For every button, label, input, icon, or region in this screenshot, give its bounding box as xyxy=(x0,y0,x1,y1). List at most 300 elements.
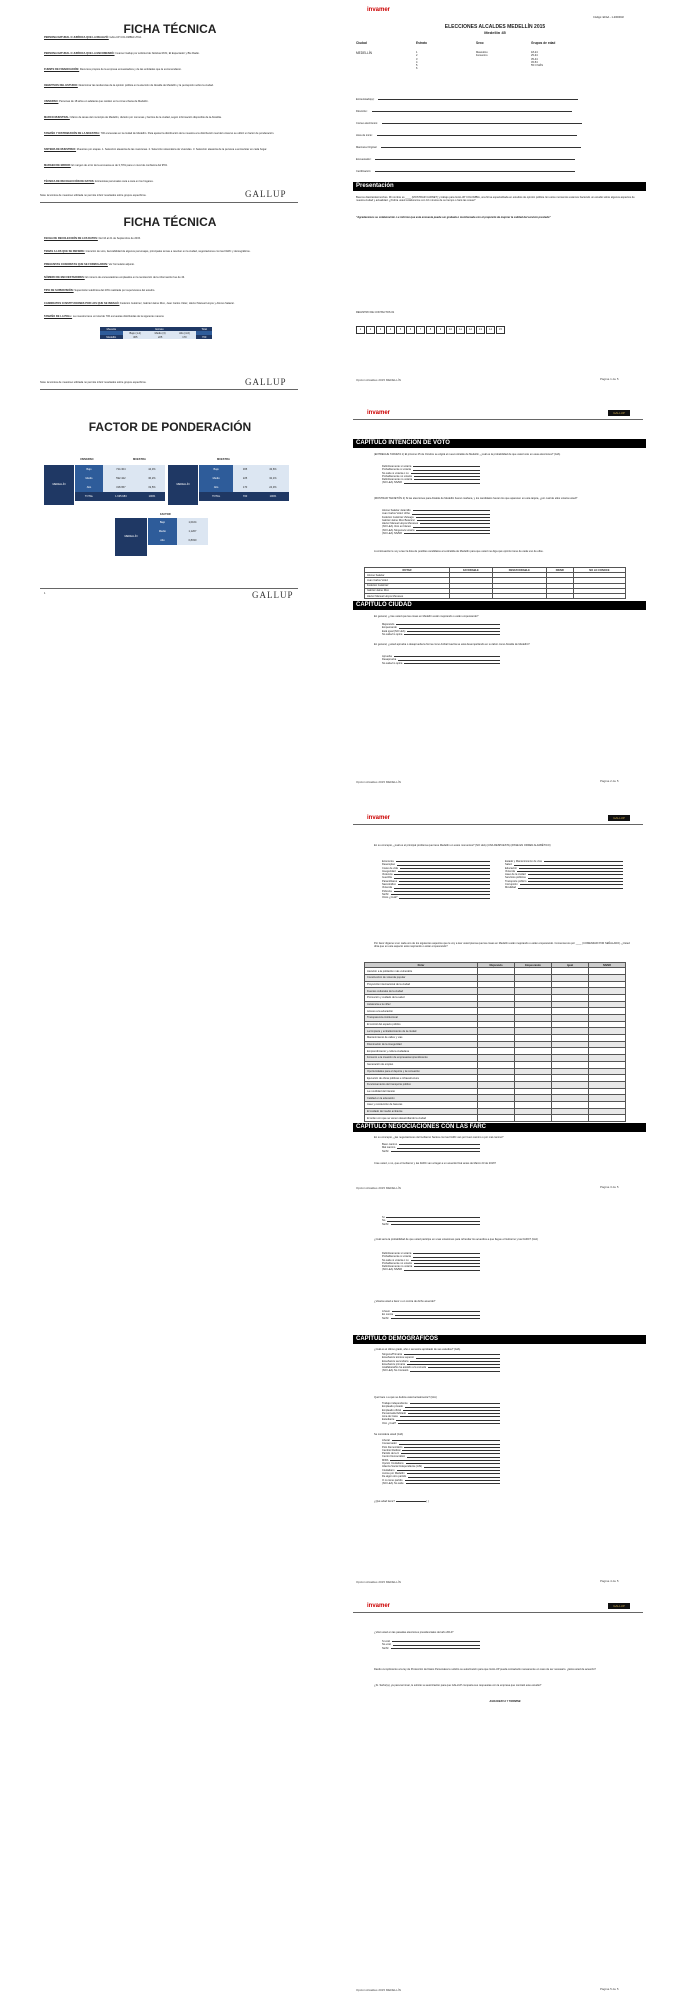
ficha-item-text: Determinar las tendencias de la opinión pública en la elección de Alcalde de Medellín y la percepción sobre la ciudad. xyxy=(78,84,214,87)
option-row xyxy=(382,1422,502,1425)
page-num: Página 4 de 5 xyxy=(600,1579,619,1583)
option-label: (NO LEA) No sabe xyxy=(382,1481,404,1485)
contacto-box: 8 xyxy=(426,326,435,334)
footer-left: Opción Alcaldes 2015 MEDELLÍN xyxy=(356,378,401,382)
option-label: Empleado oficial xyxy=(382,1408,402,1412)
q7-cell xyxy=(589,1068,626,1075)
option-label: Sí votó xyxy=(382,1640,391,1643)
q7-cell xyxy=(552,1015,589,1022)
option-label: Enseñanza primaria xyxy=(382,1362,406,1366)
q3-row-label: Federico Gutiérrez xyxy=(365,583,450,588)
data-line-label: Encuestador: xyxy=(356,158,372,161)
q13-options xyxy=(382,1402,502,1425)
option-label: Probablemente no votaría xyxy=(382,1261,412,1265)
gallup-logo-1: GALLUP xyxy=(245,189,287,199)
option-label: Ninguno/Primaria xyxy=(382,1353,403,1356)
data-line-label: Entrevistado(a): xyxy=(356,98,375,101)
contacto-box: 6 xyxy=(406,326,415,334)
option-label: Otros ¿Cuál? xyxy=(382,896,398,900)
q15-label: ¿Qué edad tiene? xyxy=(374,1500,395,1503)
q7-cell xyxy=(552,981,589,988)
q7-row-label: Fuentes culturales de la ciudad xyxy=(365,988,478,995)
option-label: Ns/Nr xyxy=(382,892,389,896)
ficha-item-label: TIPO DE SUPERVISIÓN: xyxy=(44,289,74,292)
option-label: Definitivamente sí votaría xyxy=(382,1252,412,1255)
q11-options xyxy=(382,1310,482,1320)
q7-cell xyxy=(478,1068,515,1075)
option-label: Vivienda xyxy=(505,869,515,873)
contacto-box: 14 xyxy=(486,326,495,334)
q7-cell xyxy=(552,1101,589,1108)
option-blank xyxy=(406,1482,500,1484)
pond-cell: 1,1267 xyxy=(177,527,208,536)
footer-left: Opción Alcaldes 2015 MEDELLÍN xyxy=(356,780,401,784)
option-label: Empeorando xyxy=(382,626,397,630)
option-label: No sabe/no opina xyxy=(382,632,403,636)
option-blank xyxy=(528,880,623,882)
q7-cell xyxy=(552,1035,589,1042)
option-label: Alianza Social Independiente (ASI) xyxy=(382,1465,423,1469)
option-row xyxy=(382,662,502,665)
pond-cell: TOTAL xyxy=(75,492,103,501)
ficha-item-text: Intención de voto, favorabilidad de algunos personajes, principales temas a resolver en la ciudad, negociaciones con las FARC y demográficos. xyxy=(85,250,251,253)
option-blank xyxy=(410,1369,500,1371)
data-line-blank xyxy=(375,159,575,160)
option-label: De algún otro partido xyxy=(382,1475,407,1479)
option-item: 2 xyxy=(416,54,418,58)
presentacion-bar: Presentación xyxy=(353,182,646,191)
ponderacion-page xyxy=(0,410,340,600)
option-blank xyxy=(401,1452,500,1454)
q7-cell xyxy=(589,1061,626,1068)
option-label: No sabe/no opina xyxy=(382,661,403,665)
q7-cell xyxy=(478,1075,515,1082)
option-label: Paramilitares xyxy=(382,879,398,883)
ficha-item xyxy=(44,84,294,87)
option-blank xyxy=(391,1150,480,1152)
ciudad-value: MEDELLÍN xyxy=(356,51,372,55)
ficha-item xyxy=(44,302,294,305)
option-item: Masculino xyxy=(476,51,488,54)
option-label: Mejorando xyxy=(382,623,395,626)
q3-row-label: Gabriel Jaime Rico xyxy=(365,588,450,593)
pond-cell: 318.957 xyxy=(103,483,139,492)
q8-options xyxy=(382,1143,482,1153)
option-blank xyxy=(404,633,500,635)
option-label: MIRA xyxy=(382,1458,389,1462)
q7-cell xyxy=(589,1115,626,1122)
option-blank xyxy=(544,860,623,862)
option-label: Federico Gutiérrez Zuluaga xyxy=(382,515,414,519)
option-blank xyxy=(407,1363,500,1365)
q3-header: NS/NR xyxy=(546,568,573,573)
q7-cell xyxy=(589,1041,626,1048)
option-blank xyxy=(403,1409,500,1411)
q4-options xyxy=(382,623,502,636)
ficha-item xyxy=(44,36,294,39)
pond-cell: Medio xyxy=(75,474,103,483)
data-line-label: Hora de inicio: xyxy=(356,134,373,137)
factor-city: MEDELLÍN xyxy=(115,518,147,556)
option-label: Ns/Nr xyxy=(382,1149,389,1153)
data-line xyxy=(356,158,636,161)
option-label: Juan Carlos Vélez Uribe xyxy=(382,512,410,516)
option-blank xyxy=(399,880,490,882)
ficha-item-text: Supervisión telefónica del 20% realizada por supervisores del estudio. xyxy=(74,289,155,292)
q7-cell xyxy=(552,1021,589,1028)
q7-cell xyxy=(589,988,626,995)
ficha-item-text: Ver formulario adjunto. xyxy=(108,263,135,266)
option-blank xyxy=(414,1262,480,1264)
option-blank xyxy=(394,886,490,888)
cap3-bar: CAPÍTULO NEGOCIACIONES CON LAS FARC xyxy=(353,1123,646,1132)
ficha-item-text: 700 encuestas en la ciudad de Medellín. Para ajustar la distribución de la muestra a la distribución real del universo se utilizó un factor de ponderación. xyxy=(100,132,275,135)
divider xyxy=(353,824,643,825)
pond-cell: 0,8030 xyxy=(177,536,208,545)
option-item: Femenino xyxy=(476,54,488,58)
option-label: Estado y Mantenimiento de vías xyxy=(505,860,542,863)
q3-cell xyxy=(449,593,492,598)
q7-row-label: Disminución de la inseguridad xyxy=(365,1041,478,1048)
data-line-label: Correo electrónico: xyxy=(356,122,378,125)
universo-city: MEDELLÍN xyxy=(44,465,74,505)
option-label: Violencia xyxy=(382,873,393,877)
data-line-blank xyxy=(382,123,582,124)
q3-cell xyxy=(573,593,625,598)
q8-text: En su concepto, ¿las negociaciones del Gobierno Santos con las FARC van por buen camino o por mal camino? xyxy=(374,1136,504,1139)
muestra-val: 225 xyxy=(148,335,173,339)
q7-cell xyxy=(552,988,589,995)
option-label: Opción Ciudadana xyxy=(382,1462,404,1466)
q7-cell xyxy=(589,1081,626,1088)
q7-cell xyxy=(478,1028,515,1035)
q7-cell xyxy=(515,1075,552,1082)
option-label: Aseo de la ciudad xyxy=(505,873,526,877)
q7-cell xyxy=(515,1068,552,1075)
data-line-blank xyxy=(377,135,577,136)
estrato-header: Estrato xyxy=(123,327,197,331)
q7-cell xyxy=(478,974,515,981)
option-label: Alonso Salazar Jaramillo xyxy=(382,509,411,512)
q3-row-label: Héctor Manuel Hoyos Meneses xyxy=(365,593,450,598)
q7-cell xyxy=(478,994,515,1001)
q7-cell xyxy=(589,1095,626,1102)
q6-left-options xyxy=(382,860,492,900)
q7-cell xyxy=(478,1095,515,1102)
option-item: 6 xyxy=(416,67,418,71)
option-blank xyxy=(414,475,480,477)
option-blank xyxy=(399,1143,480,1145)
q7-cell xyxy=(478,1041,515,1048)
page-num: Página 5 de 5 xyxy=(600,1987,619,1991)
option-label: Guerrilla xyxy=(382,876,392,880)
option-label: Ns/Nr xyxy=(382,1646,389,1650)
option-blank xyxy=(413,468,480,470)
q7-cell xyxy=(515,1095,552,1102)
ficha-item-text: Muestreo por etapas. 1. Selección aleatoria de las manzanas. 2. Selección sistemática de viviendas. 3. Selección aleatoria de la persona a entrevistar en cada hogar. xyxy=(76,148,268,151)
option-label: Transporte público xyxy=(505,879,527,883)
option-label: No xyxy=(382,1219,386,1223)
option-blank xyxy=(413,1252,480,1254)
option-blank xyxy=(392,1439,500,1441)
pond-cell: 24,3% xyxy=(257,483,289,492)
option-blank xyxy=(413,509,490,511)
ficha-item-text: Marco de áreas del municipio de Medellín, división por comunas y barrios de la ciudad, según información disponible de la Alcaldía. xyxy=(70,116,222,119)
q7-row-label: Generación de empleo xyxy=(365,1061,478,1068)
option-row xyxy=(382,1268,482,1271)
q7-cell xyxy=(515,1015,552,1022)
option-blank xyxy=(407,1455,500,1457)
q1-text: (ENTREGUE TARJETA 1) El próximo 25 de Octubre se eligirá el nuevo Alcalde de Medellín, ¿cuál es la probabilidad de que usted vote en esas elecciones? (GIA) xyxy=(374,453,561,456)
pond-cell: Alto xyxy=(75,483,103,492)
option-label: (NO LEA) Voto en blanco xyxy=(382,525,412,529)
q7-cell xyxy=(589,1055,626,1062)
option-blank xyxy=(396,860,490,862)
divider xyxy=(40,389,298,390)
option-label: Educación xyxy=(505,866,518,870)
pond-cell: 225 xyxy=(233,474,257,483)
q3-row-label: Alonso Salazar xyxy=(365,573,450,578)
ficha-item-text: El número de encuestadores empleados en la recolección de la información fue de 43. xyxy=(85,276,185,279)
option-blank xyxy=(517,870,623,872)
ficha-item-label: TÉCNICA DE RECOLECCIÓN DE DATOS: xyxy=(44,180,95,183)
q7-cell xyxy=(589,994,626,1001)
option-label: Ciudadano xyxy=(382,1468,395,1472)
ficha-item-label: MARCO MUESTRAL: xyxy=(44,116,70,119)
invamer-logo: invamer xyxy=(367,815,391,821)
q7-cell xyxy=(478,1021,515,1028)
q7-cell xyxy=(515,981,552,988)
option-item: 45-54 xyxy=(531,60,538,64)
universo-title: UNIVERSO xyxy=(80,458,94,461)
q7-cell xyxy=(515,1001,552,1008)
q7-row-label: Oportunidades para el deporte y la recreación xyxy=(365,1068,478,1075)
q7-row-label: Asistencia a la niñez xyxy=(365,1001,478,1008)
muestra-title-2: MUESTRA xyxy=(217,458,230,461)
option-label: Ns/Nr xyxy=(382,1316,389,1320)
pond-cell: Alto xyxy=(148,536,177,545)
option-blank xyxy=(519,867,623,869)
estrato-bajo: Bajo (1-2) xyxy=(123,331,148,335)
q7-cell xyxy=(515,1055,552,1062)
data-line-label: Certificación: xyxy=(356,170,371,173)
option-label: O no tiene partido xyxy=(382,1478,403,1482)
option-label: Aprueba xyxy=(382,655,392,658)
page-num: Página 1 de 5 xyxy=(600,377,619,381)
pond-cell: 1.635.683 xyxy=(103,492,139,501)
q7-cell xyxy=(478,1035,515,1042)
pond-cell: Bajo xyxy=(75,465,103,474)
option-label: Gabriel Jaime Rico Betancur xyxy=(382,518,416,522)
pond-cell: Alto xyxy=(199,483,233,492)
q15-value: ( ) xyxy=(426,1500,429,1503)
q4-text: En general, ¿cree usted que las cosas en Medellín están mejorando o están empeorando? xyxy=(374,615,479,618)
q7-cell xyxy=(552,1008,589,1015)
q7-cell xyxy=(515,994,552,1001)
q3-text: A continuación le voy a leer la lista de posibles candidatos a la Alcaldía de Medellín para que usted me diga qué opinión tiene de cada uno de ellos. xyxy=(374,550,544,553)
option-item: 4 xyxy=(416,60,418,64)
option-label: Corrupción xyxy=(505,883,518,887)
q6-right-options xyxy=(505,860,625,890)
ficha-item xyxy=(44,164,294,167)
option-blank xyxy=(391,1647,480,1649)
q7-cell xyxy=(515,1008,552,1015)
ficha-item xyxy=(44,52,294,55)
option-label: Movilidad xyxy=(505,886,516,890)
q7-table xyxy=(364,962,626,1122)
contacto-box: 9 xyxy=(436,326,445,334)
data-line xyxy=(356,170,636,173)
ficha-item-label: TAMAÑO Y DISTRIBUCIÓN DE LA MUESTRA: xyxy=(44,132,100,135)
ciudad-label: Ciudad xyxy=(356,41,367,45)
form-page-2 xyxy=(350,405,650,795)
q3-header: NO LO CONOCE xyxy=(573,568,625,573)
option-blank xyxy=(398,1422,500,1424)
q7-cell xyxy=(478,1008,515,1015)
q3-cell xyxy=(546,593,573,598)
ficha-item xyxy=(44,276,294,279)
option-label: Está igual (NO LEA) xyxy=(382,629,406,633)
option-label: (NO LEA) NS/NR xyxy=(382,532,403,536)
q7-header: Rotar xyxy=(365,963,478,968)
form-page-1 xyxy=(350,0,650,390)
q7-row-label: Fomento a la creación de empresas/emprendimiento xyxy=(365,1055,478,1062)
ficha2-footnote: Nota: la técnica de muestreo utilizada no permite inferir resultados sobre grupos específicos. xyxy=(40,381,147,384)
option-item: 25-34 xyxy=(531,54,538,58)
q7-cell xyxy=(589,1008,626,1015)
invamer-logo: invamer xyxy=(367,1603,391,1609)
footer-left: Opción Alcaldes 2015 MEDELLÍN xyxy=(356,1186,401,1190)
option-blank xyxy=(392,1310,480,1312)
edad-label: Grupos de edad xyxy=(531,41,556,45)
ficha-item-label: FECHA DE RECOLECCIÓN DE LOS DATOS: xyxy=(44,237,98,240)
ficha-item xyxy=(44,289,294,292)
edad-options xyxy=(531,51,543,67)
option-label: Definitivamente no votaría xyxy=(382,1265,413,1269)
option-label: Analfabeta/No ha asistido a la escuela xyxy=(382,1366,427,1370)
q7-cell xyxy=(552,1028,589,1035)
pond-cell: TOTAL xyxy=(199,492,233,501)
option-label: (NO LEA) No Contestó xyxy=(382,1369,409,1373)
cap2-bar: CAPÍTULO CIUDAD xyxy=(353,601,646,610)
data-line xyxy=(356,134,636,137)
option-label: En contra xyxy=(382,1313,394,1317)
q7-row-label: Funcionamiento del transporte público xyxy=(365,1081,478,1088)
ficha-item xyxy=(44,263,294,266)
q3-header: FAVORABLE xyxy=(449,568,492,573)
option-row xyxy=(382,1369,502,1372)
option-label: Pensionado/Jubilado xyxy=(382,1411,407,1415)
option-label: Definitivamente no votaría xyxy=(382,478,413,482)
option-blank xyxy=(416,516,490,518)
q7-cell xyxy=(478,1001,515,1008)
pond-cell: Medio xyxy=(148,527,177,536)
q7-row-label: El control del espacio público xyxy=(365,1021,478,1028)
option-label: A favor xyxy=(382,1310,391,1313)
data-line-label: Manzana Original: xyxy=(356,146,378,149)
contacto-box: 5 xyxy=(396,326,405,334)
option-label: Polo Democrático xyxy=(382,1445,403,1449)
option-label: Liberal xyxy=(382,1439,390,1442)
data-line xyxy=(356,122,636,125)
option-blank xyxy=(397,1146,480,1148)
option-blank xyxy=(413,465,480,467)
q7-row-label: Calidad en la educación xyxy=(365,1095,478,1102)
ficha-item-label: CANDIDATOS O INSTITUCIONES POR LOS QUE SE INDAGÓ: xyxy=(44,302,120,305)
q7-cell xyxy=(589,1035,626,1042)
q7-cell xyxy=(552,968,589,975)
gallup-logo-3: GALLUP xyxy=(252,590,294,600)
q7-cell xyxy=(552,1001,589,1008)
pond-cell: 170 xyxy=(233,483,257,492)
q7-cell xyxy=(589,1108,626,1115)
pond-cell: Medio xyxy=(199,474,233,483)
option-label: Inseguridad xyxy=(382,869,396,873)
option-label: Buen camino xyxy=(382,1143,398,1146)
q7-row-label: Atención a la población más vulnerable xyxy=(365,968,478,975)
option-blank xyxy=(399,896,490,898)
q13-text: Qué hace o a qué se dedica usted actualmente? (GIA) xyxy=(374,1396,437,1399)
option-label: Costo de vida xyxy=(382,866,398,870)
q3-header: ROTAR xyxy=(365,568,450,573)
ficha-item-label: UNIVERSO: xyxy=(44,100,59,103)
option-blank xyxy=(405,1405,500,1407)
q2-text: (MOSTRAR TARJETÓN 2) Si las elecciones para Alcalde de Medellín fueran mañana, y los candidatos fueran los que aparecen en esta tarjeta, ¿por cuál de ellos votaría usted? xyxy=(374,497,578,500)
q7-row-label: El cuidado del medio ambiente xyxy=(365,1108,478,1115)
q7-cell xyxy=(478,1055,515,1062)
option-blank xyxy=(404,662,500,664)
ficha-item-text: El margen de error de la encuesta es de 3,70% para un nivel de confianza del 95%. xyxy=(71,164,168,167)
pond-cell: 100% xyxy=(257,492,289,501)
divider xyxy=(40,588,298,589)
contacto-box: 11 xyxy=(456,326,465,334)
q10-text: ¿Cuál sería la probabilidad de que usted participe en unas votaciones para refrendar los acuerdos a que llegue el Gobierno y las FARC? (GIA) xyxy=(374,1238,538,1241)
option-item: 35-44 xyxy=(531,57,538,61)
q7-cell xyxy=(552,1108,589,1115)
q7-cell xyxy=(552,1081,589,1088)
q7-cell xyxy=(478,1081,515,1088)
q14-options xyxy=(382,1439,502,1485)
ficha-title-1: FICHA TÉCNICA xyxy=(123,22,217,36)
q7-cell xyxy=(589,1028,626,1035)
ficha-item-label: PREGUNTAS CONCRETAS QUE SE FORMULARON: xyxy=(44,263,108,266)
q7-row-label: Ejecución de obras públicas e infraestructura xyxy=(365,1075,478,1082)
q9-options xyxy=(382,1216,482,1226)
option-label: Probablemente sí votaría xyxy=(382,468,411,472)
q7-cell xyxy=(478,1015,515,1022)
contacto-box: 10 xyxy=(446,326,455,334)
option-label: No sabe si votaría o no xyxy=(382,471,409,475)
q7-row-label: Transparencia institucional xyxy=(365,1015,478,1022)
option-blank xyxy=(392,1640,480,1642)
ficha-item-label: TEMAS A LOS QUE SE REFIERE: xyxy=(44,250,85,253)
ficha-item xyxy=(44,148,294,151)
gallup-mini-logo: GALLUP xyxy=(608,815,630,821)
option-blank xyxy=(413,1255,480,1257)
footer-left: Opción Alcaldes 2015 MEDELLÍN xyxy=(356,1580,401,1584)
q7-row-label: La limpieza y embellecimiento de la ciudad xyxy=(365,1028,478,1035)
contacto-box: 12 xyxy=(466,326,475,334)
q7-cell xyxy=(515,1028,552,1035)
option-label: Centro Democrático xyxy=(382,1455,406,1459)
footer-left: Opción Alcaldes 2015 MEDELLÍN xyxy=(356,1988,401,1992)
ficha-item-text: Entrevistas personales cara a cara en los hogares. xyxy=(95,180,154,183)
factor-title: FACTOR xyxy=(160,513,171,516)
q7-cell xyxy=(552,1061,589,1068)
divider xyxy=(353,419,643,420)
form-code: Código: EFAA - 1-2000032 xyxy=(593,16,624,19)
ficha-item-label: OBJETIVOS DEL ESTUDIO: xyxy=(44,84,78,87)
